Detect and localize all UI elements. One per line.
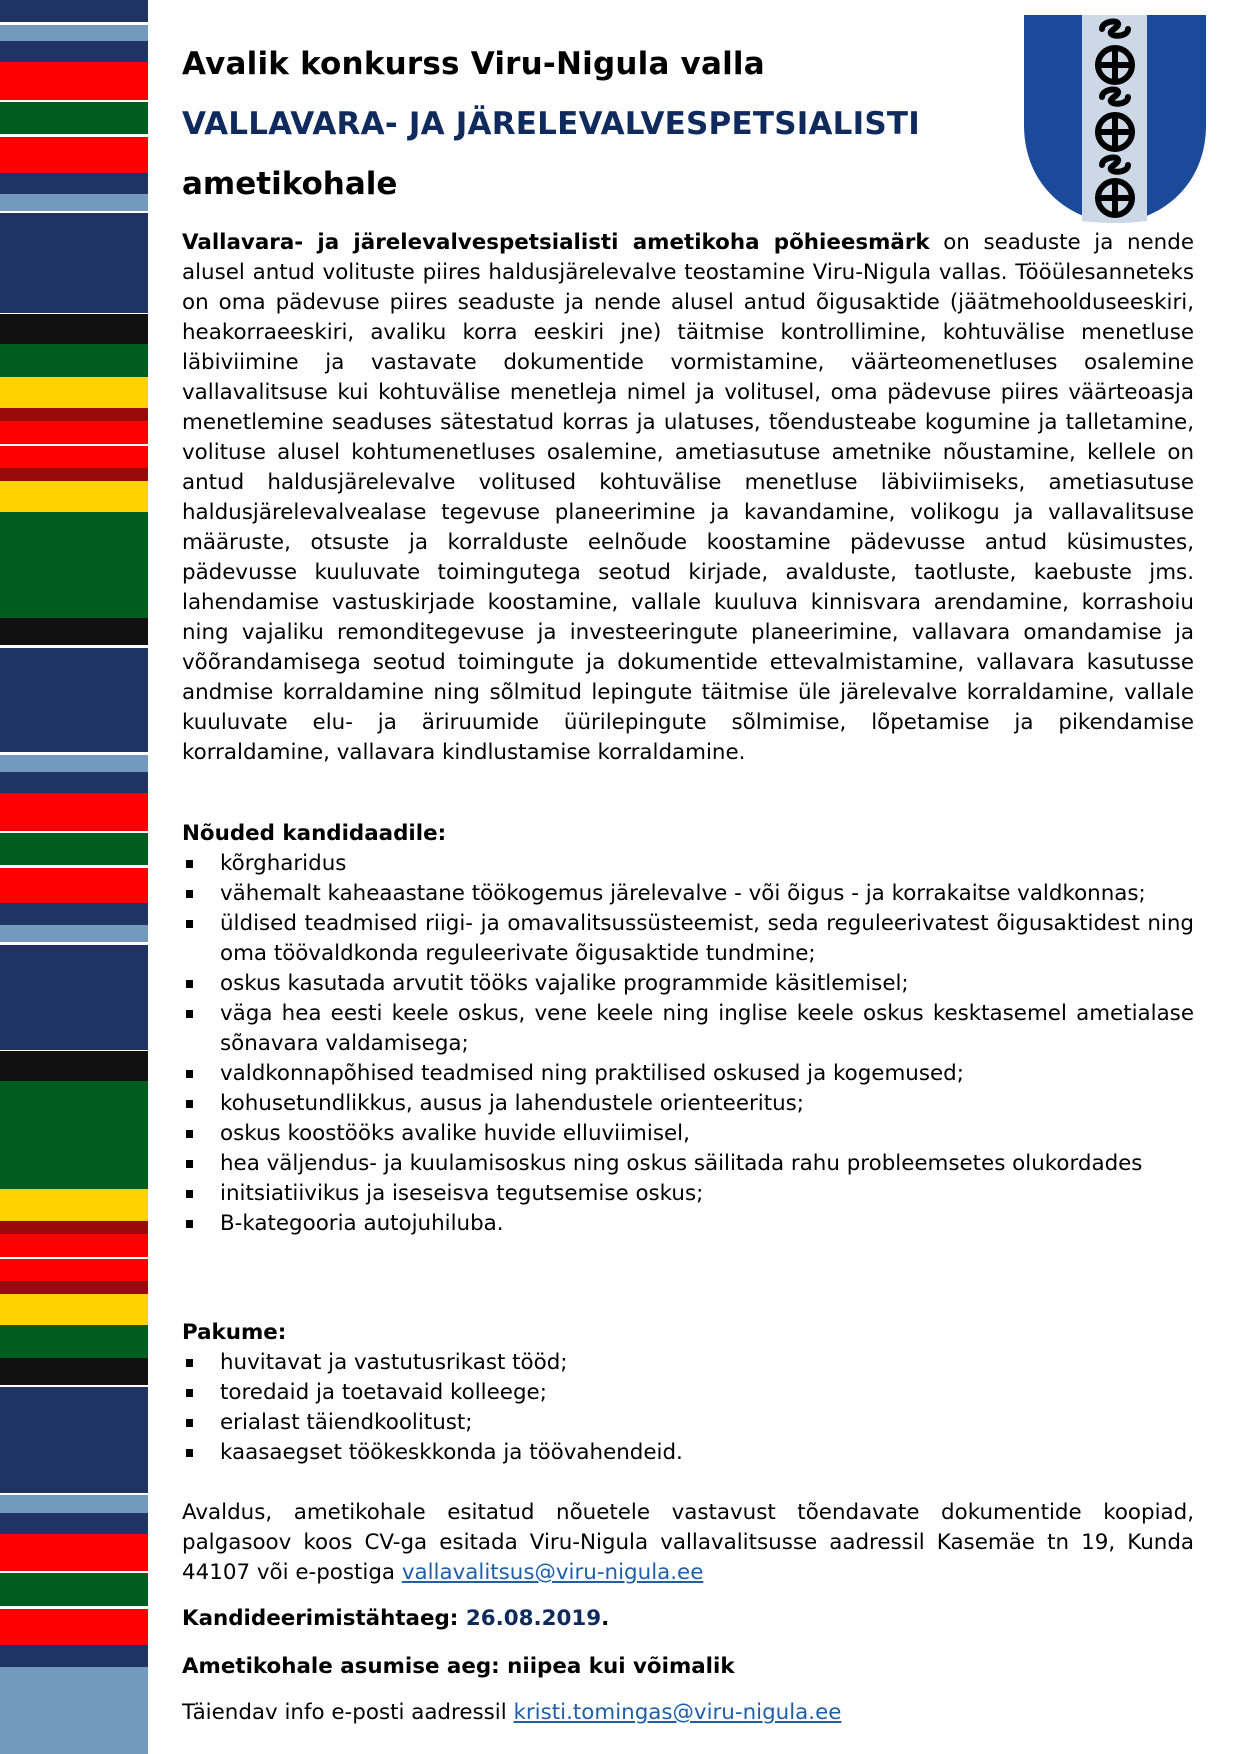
application-paragraph [182,1498,1194,1588]
deadline-label: Kandideerimistähtaeg: [182,1606,466,1631]
stripe [0,772,148,793]
bullet-icon [186,1419,193,1427]
list-item [182,1378,1194,1408]
stripe [0,1495,148,1513]
bullet-icon [186,1359,193,1367]
stripe [0,408,148,421]
bullet-icon [186,1190,193,1198]
requirements-list [182,849,1194,1239]
stripe [0,1513,148,1534]
bullet-icon [186,1010,193,1018]
stripe [0,1358,148,1385]
stripe [0,25,148,41]
stripe [0,1081,148,1189]
application-email-link[interactable]: vallavalitsus@viru-nigula.ee [401,1560,704,1585]
list-item-text: huvitavat ja vastutusrikast tööd; [220,1350,568,1375]
stripe [0,213,148,313]
list-item [182,879,1194,909]
intro-paragraph [182,228,1194,768]
bullet-icon [186,890,193,898]
offer-title: Pakume: [182,1320,287,1345]
intro-lead: Vallavara- ja järelevalvespetsialisti ametikoha põhieesmärk [182,230,930,255]
list-item-text: initsiatiivikus ja iseseisva tegutsemise oskus; [220,1181,704,1206]
stripe [0,648,148,752]
bullet-icon [186,1160,193,1168]
stripe [0,1189,148,1221]
stripe [0,1234,148,1257]
stripe [0,446,148,468]
title-line-3: ametikohale [182,166,398,202]
stripe [0,1387,148,1493]
stripe [0,903,148,925]
list-item-text: üldised teadmised riigi- ja omavalitsussüsteemist, seda reguleerivatest õigusaktidest ning oma töövaldkonda reguleerivate õigusaktide tundmine; [220,911,1194,966]
stripe [0,1667,148,1754]
deadline-line [182,1604,1194,1634]
list-item [182,1438,1194,1468]
list-item-text: kaasaegset töökeskkonda ja töövahendeid. [220,1440,683,1465]
contact-email-link[interactable]: kristi.tomingas@viru-nigula.ee [513,1700,842,1725]
list-item [182,1089,1194,1119]
position-title: VALLAVARA- JA JÄRELEVALVESPETSIALISTI [182,106,920,142]
stripe [0,925,148,942]
bullet-icon [186,860,193,868]
stripe [0,377,148,408]
offer-list [182,1348,1194,1468]
stripe [0,0,148,22]
bullet-icon [186,920,193,928]
stripe [0,137,148,173]
list-item-text: oskus kasutada arvutit tööks vajalike programmide käsitlemisel; [220,971,909,996]
stripe [0,481,148,512]
striped-left-border [0,0,148,1754]
stripe [0,1325,148,1358]
stripe [0,512,148,618]
list-item-text: väga hea eesti keele oskus, vene keele ning inglise keele oskus kesktasemel ametialase sõnavara valdamisega; [220,1001,1194,1056]
list-item [182,1348,1194,1378]
start-date-line: Ametikohale asumise aeg: niipea kui võimalik [182,1654,735,1679]
requirements-title: Nõuded kandidaadile: [182,821,447,846]
coat-of-arms-icon [1022,15,1208,225]
list-item [182,1179,1194,1209]
stripe [0,344,148,377]
stripe [0,1221,148,1234]
intro-text: on seaduste ja nende alusel antud volituste piires haldusjärelevalve teostamine Viru-Nigula vallas. Tööülesanneteks on oma pädevuse piires seaduste ja nende alusel antud õigusaktide (jäätmehoolduseeskiri, heakorraeeskiri, avaliku korra eeskiri jne) täitmise kontrollimine, kohtuvälise menetluse läbiviimine ja vastavate dokumentide vormistamine, väärteomenetluses osalemine vallavalitsuse kui kohtuvälise menetleja nimel ja volitusel, oma pädevuse piires väärteoasja menetlemine seaduses sätestatud korras ja ulatuses, tõendusteabe kogumine ja talletamine, volituse alusel kohtumenetluses osalemine, ametiasutuse ametnike nõustamine, kellele on antud haldusjärelevalve volitused kohtuvälise menetluse läbiviimiseks, ametiasutuse haldusjärelevalvealase tegevuse planeerimine ja kavandamine, volikogu ja vallavalitsuse määruste, otsuste ja korralduste eelnõude koostamine pädevusse antud küsimustes, pädevusse kuuluvate toimingutega seotud kirjade, avalduste, taotluste, kaebuste jms. lahendamise vastuskirjade koostamine, vallale kuuluva kinnisvara arendamine, korrashoiu ning vajaliku remonditegevuse ja investeeringute planeerimine, vallavara omandamise ja võõrandamisega seotud toimingute ja dokumentide ettevalmistamine, vallavara kasutusse andmise korraldamine ning sõlmitud lepingute täitmise üle järelevalve korraldamine, vallale kuuluvate elu- ja äriruumide üürilepingute sõlmimise, lõpetamise ja pikendamise korraldamine, vallavara kindlustamise korraldamine. [182,230,1194,765]
bullet-icon [186,1130,193,1138]
stripe [0,468,148,481]
list-item [182,849,1194,879]
stripe [0,1645,148,1667]
list-item [182,969,1194,999]
stripe [0,1294,148,1325]
list-item [182,999,1194,1059]
list-item-text: valdkonnapõhised teadmised ning praktilised oskused ja kogemused; [220,1061,964,1086]
list-item-text: oskus koostööks avalike huvide elluviimisel, [220,1121,690,1146]
stripe [0,62,148,100]
stripe [0,945,148,1050]
list-item-text: erialast täiendkoolitust; [220,1410,473,1435]
list-item [182,1149,1194,1179]
stripe [0,173,148,194]
list-item [182,1059,1194,1089]
list-item-text: kohusetundlikkus, ausus ja lahendustele orienteeritus; [220,1091,805,1116]
contact-line [182,1698,1194,1728]
title-line-1: Avalik konkurss Viru-Nigula valla [182,46,765,82]
list-item [182,1119,1194,1149]
list-item-text: B-kategooria autojuhiluba. [220,1211,504,1236]
stripe [0,194,148,211]
stripe [0,755,148,772]
stripe [0,1609,148,1645]
deadline-suffix: . [601,1606,610,1631]
stripe [0,618,148,645]
stripe [0,1281,148,1294]
list-item-text: kõrgharidus [220,851,347,876]
list-item [182,909,1194,969]
stripe [0,1259,148,1281]
bullet-icon [186,1389,193,1397]
stripe [0,1051,148,1081]
stripe [0,102,148,134]
stripe [0,1573,148,1606]
bullet-icon [186,1070,193,1078]
list-item-text: hea väljendus- ja kuulamisoskus ning oskus säilitada rahu probleemsetes olukordades [220,1151,1143,1176]
stripe [0,833,148,865]
list-item-text: vähemalt kaheaastane töökogemus järelevalve - või õigus - ja korrakaitse valdkonnas; [220,881,1146,906]
list-item-text: toredaid ja toetavaid kolleege; [220,1380,547,1405]
bullet-icon [186,980,193,988]
list-item [182,1408,1194,1438]
stripe [0,41,148,62]
bullet-icon [186,1220,193,1228]
bullet-icon [186,1100,193,1108]
stripe [0,314,148,344]
stripe [0,421,148,444]
stripe [0,1534,148,1571]
list-item [182,1209,1194,1239]
stripe [0,793,148,831]
bullet-icon [186,1449,193,1457]
contact-text: Täiendav info e-posti aadressil [182,1700,514,1725]
stripe [0,868,148,903]
deadline-date: 26.08.2019 [465,1606,602,1631]
application-text: Avaldus, ametikohale esitatud nõuetele vastavust tõendavate dokumentide koopiad, palgasoov koos CV-ga esitada Viru-Nigula vallavalitsusse aadressil Kasemäe tn 19, Kunda 44107 või e-postiga [182,1500,1194,1585]
